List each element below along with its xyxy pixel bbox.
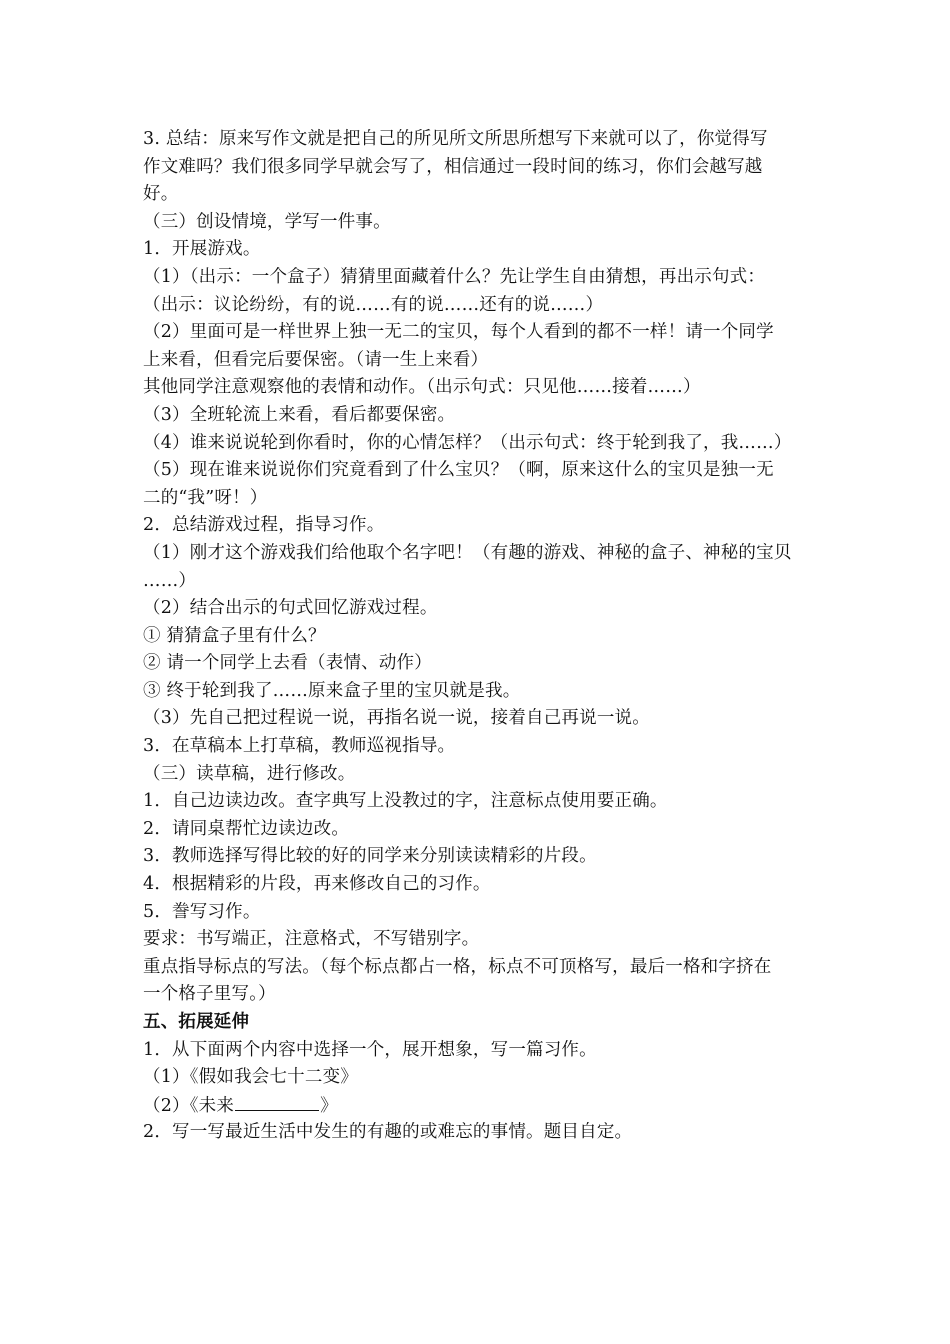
text-line: 2．总结游戏过程，指导习作。	[143, 515, 385, 536]
section-heading: 五、拓展延伸	[143, 1012, 250, 1032]
text-line: ③ 终于轮到我了……原来盒子里的宝贝就是我。	[143, 680, 521, 701]
blank-line-suffix: 》	[320, 1095, 338, 1116]
text-line: 1．从下面两个内容中选择一个，展开想象，写一篇习作。	[143, 1039, 597, 1060]
text-line: ② 请一个同学上去看（表情、动作）	[143, 653, 432, 674]
text-line: 1．开展游戏。	[143, 239, 261, 260]
text-line: 上来看，但看完后要保密。（请一生上来看）	[143, 349, 489, 370]
text-line: 3．教师选择写得比较的好的同学来分别读读精彩的片段。	[143, 846, 597, 867]
text-line: 好。	[143, 184, 179, 205]
text-line: （2）里面可是一样世界上独一无二的宝贝，每个人看到的都不一样！请一个同学	[143, 322, 774, 343]
text-line: 二的“我”呀！）	[143, 487, 268, 508]
text-line: 1．自己边读边改。查字典写上没教过的字，注意标点使用要正确。	[143, 791, 668, 812]
text-line: 其他同学注意观察他的表情和动作。（出示句式：只见他……接着……）	[143, 377, 701, 398]
text-line: 2．写一写最近生活中发生的有趣的或难忘的事情。题目自定。	[143, 1122, 633, 1143]
text-line: 重点指导标点的写法。（每个标点都占一格，标点不可顶格写，最后一格和字挤在	[143, 956, 772, 977]
fill-in-blank-line	[143, 1092, 813, 1120]
text-line: （2）结合出示的句式回忆游戏过程。	[143, 598, 438, 619]
text-line: 3．在草稿本上打草稿，教师巡视指导。	[143, 736, 456, 757]
text-line: 3. 总结：原来写作文就是把自己的所见所文所思所想写下来就可以了，你觉得写	[143, 129, 768, 149]
text-line: 5．誊写习作。	[143, 901, 261, 922]
text-line: ……）	[143, 570, 197, 591]
text-line: ① 猜猜盒子里有什么？	[143, 625, 326, 646]
fill-in-blank	[235, 1092, 319, 1111]
text-line: 2．请同桌帮忙边读边改。	[143, 818, 350, 839]
text-line: （1）刚才这个游戏我们给他取个名字吧！（有趣的游戏、神秘的盒子、神秘的宝贝	[143, 542, 792, 563]
text-line: （1）（出示：一个盒子）猜猜里面藏着什么？先让学生自由猜想，再出示句式：	[143, 266, 766, 287]
text-line: 作文难吗？我们很多同学早就会写了，相信通过一段时间的练习，你们会越写越	[143, 156, 763, 177]
text-line: （3）先自己把过程说一说，再指名说一说，接着自己再说一说。	[143, 708, 650, 729]
blank-line-prefix: （2）《未来	[143, 1095, 235, 1116]
text-line: （3）全班轮流上来看，看后都要保密。	[143, 404, 456, 425]
document-body	[143, 126, 813, 1147]
text-line: 要求：书写端正，注意格式，不写错别字。	[143, 929, 480, 950]
text-line: （4）谁来说说轮到你看时，你的心情怎样？（出示句式：终于轮到我了，我……）	[143, 432, 792, 453]
text-line: （5）现在谁来说说你们究竟看到了什么宝贝？（啊，原来这什么的宝贝是独一无	[143, 460, 774, 481]
text-line: 4．根据精彩的片段，再来修改自己的习作。	[143, 874, 491, 895]
text-line: （三）读草稿，进行修改。	[143, 763, 356, 784]
text-line: （1）《假如我会七十二变》	[143, 1067, 358, 1088]
text-line: （三）创设情境，学写一件事。	[143, 211, 391, 232]
text-line: （出示：议论纷纷，有的说……有的说……还有的说……）	[143, 294, 604, 315]
text-line: 一个格子里写。）	[143, 984, 276, 1005]
